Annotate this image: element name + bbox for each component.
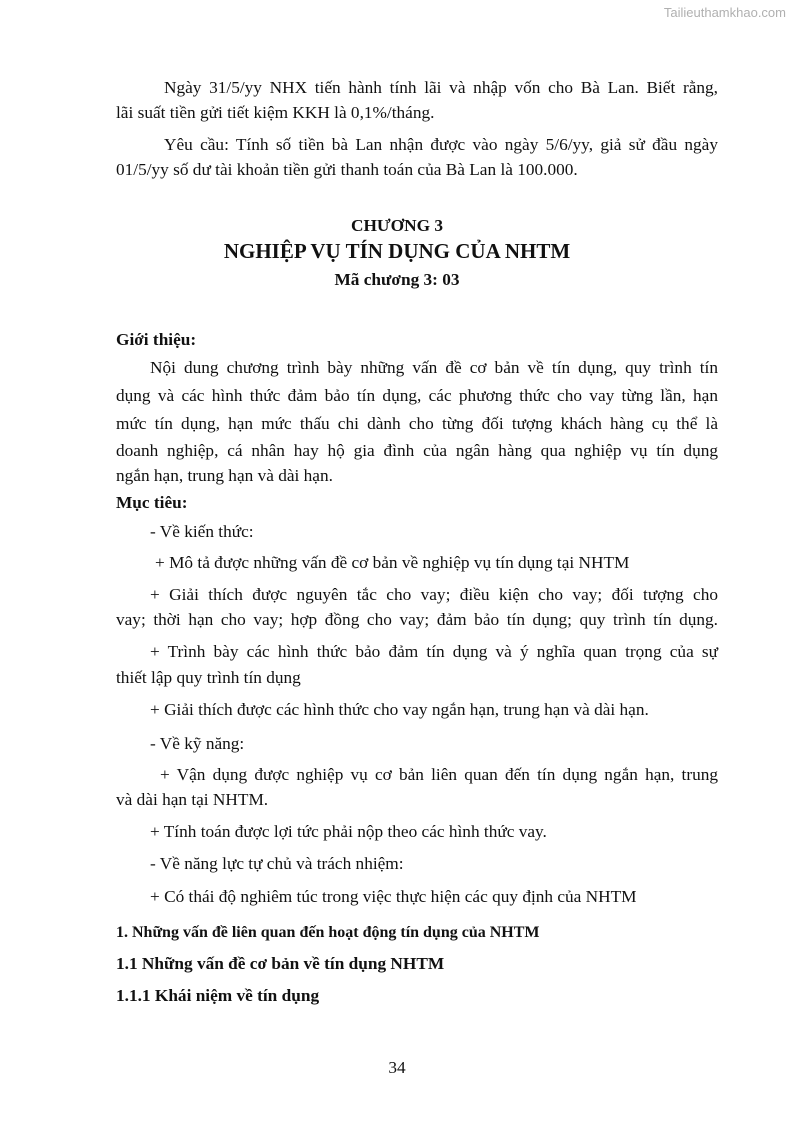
section-heading-1-1-1: 1.1.1 Khái niệm về tín dụng <box>116 986 320 1005</box>
body-line: 01/5/yy số dư tài khoản tiền gửi thanh toán của Bà Lan là 100.000. <box>116 160 578 179</box>
section-heading-1: 1. Những vấn đề liên quan đến hoạt động tín dụng của NHTM <box>116 924 540 941</box>
section-heading-1-1: 1.1 Những vấn đề cơ bản về tín dụng NHTM <box>116 954 445 973</box>
body-line: dụng và các hình thức đảm bảo tín dụng, các phương thức cho vay từng lần, hạn <box>116 386 718 405</box>
intro-heading: Giới thiệu: <box>116 330 197 349</box>
body-line: + Có thái độ nghiêm túc trong việc thực hiện các quy định của NHTM <box>150 887 637 906</box>
chapter-label: CHƯƠNG 3 <box>350 216 443 235</box>
body-line: + Giải thích được nguyên tắc cho vay; điều kiện cho vay; đối tượng cho <box>150 585 718 604</box>
body-line: + Trình bày các hình thức bảo đảm tín dụng và ý nghĩa quan trọng của sự <box>150 642 718 661</box>
page-number: 34 <box>388 1058 406 1077</box>
body-line: - Về năng lực tự chủ và trách nhiệm: <box>150 854 404 873</box>
body-line: Yêu cầu: Tính số tiền bà Lan nhận được vào ngày 5/6/yy, giả sử đầu ngày <box>164 135 718 154</box>
body-line: ngắn hạn, trung hạn và dài hạn. <box>116 466 333 485</box>
body-line: + Mô tả được những vấn đề cơ bản về nghiệp vụ tín dụng tại NHTM <box>155 553 630 572</box>
body-line: - Về kỹ năng: <box>150 734 245 753</box>
body-line: + Vận dụng được nghiệp vụ cơ bản liên quan đến tín dụng ngắn hạn, trung <box>160 765 718 784</box>
body-line: lãi suất tiền gửi tiết kiệm KKH là 0,1%/tháng. <box>116 103 435 122</box>
objectives-heading: Mục tiêu: <box>116 493 188 512</box>
body-line: mức tín dụng, hạn mức thấu chi dành cho từng đối tượng khách hàng cụ thể là <box>116 414 718 433</box>
body-line: vay; thời hạn cho vay; hợp đồng cho vay; đảm bảo tín dụng; quy trình tín dụng. <box>116 610 718 629</box>
chapter-code: Mã chương 3: 03 <box>334 270 460 289</box>
body-line: Nội dung chương trình bày những vấn đề cơ bản về tín dụng, quy trình tín <box>150 358 718 377</box>
body-line: thiết lập quy trình tín dụng <box>116 668 301 687</box>
body-line: và dài hạn tại NHTM. <box>116 790 269 809</box>
body-line: doanh nghiệp, cá nhân hay hộ gia đình của ngân hàng qua nghiệp vụ tín dụng <box>116 441 718 460</box>
body-line: + Giải thích được các hình thức cho vay ngắn hạn, trung hạn và dài hạn. <box>150 700 649 719</box>
body-line: Ngày 31/5/yy NHX tiến hành tính lãi và nhập vốn cho Bà Lan. Biết rằng, <box>164 78 718 97</box>
body-line: - Về kiến thức: <box>150 522 254 541</box>
body-line: + Tính toán được lợi tức phải nộp theo các hình thức vay. <box>150 822 547 841</box>
watermark: Tailieuthamkhao.com <box>663 5 786 20</box>
chapter-title: NGHIỆP VỤ TÍN DỤNG CỦA NHTM <box>223 239 571 263</box>
